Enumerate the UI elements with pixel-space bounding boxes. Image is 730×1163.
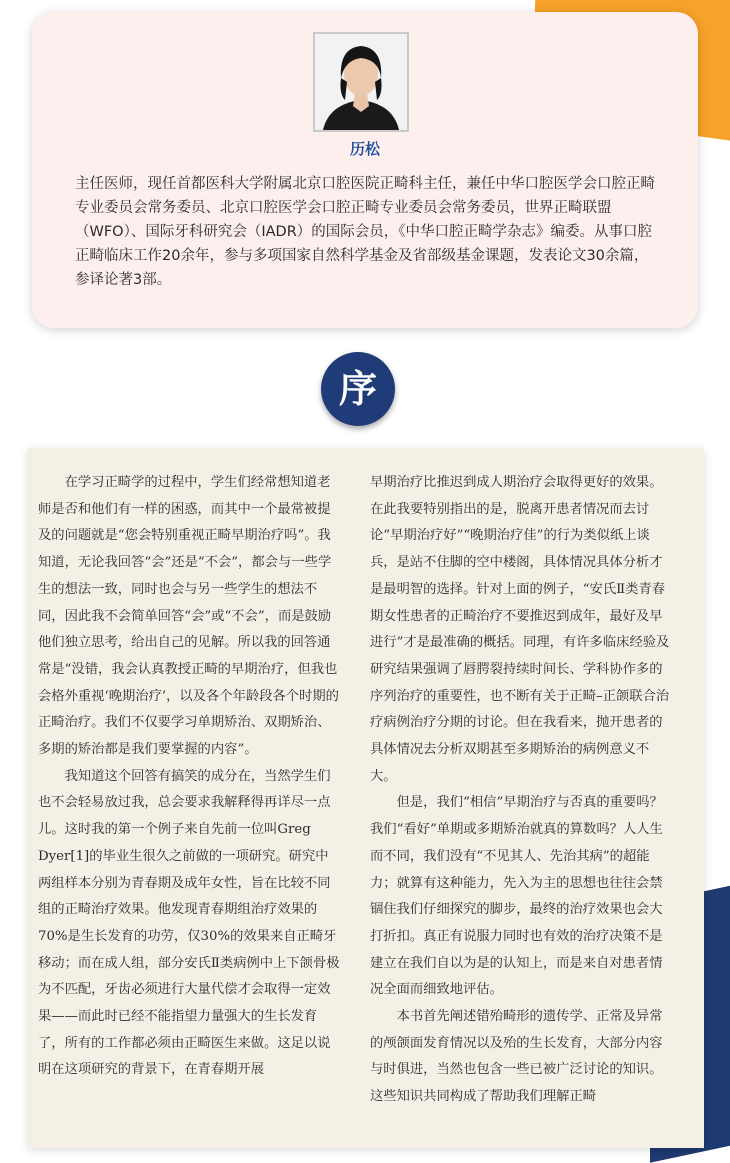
preface-badge: 序 [321,352,395,426]
preface-page-scan [28,448,704,1148]
preface-right-column [370,470,670,1111]
preface-paragraph: 我知道这个回答有搞笑的成分在，当然学生们也不会轻易放过我，总会要求我解释得再详尽一点儿。这时我的第一个例子来自先前一位叫Greg Dyer[1]的毕业生很久之前做的一项研究。研究中两组样本分别为青春期及成年女性，旨在比较不同组的正畸治疗效果。他发现青春期组治疗效果的70%是生长发育的功劳，仅30%的效果来自正畸牙移动；而在成人组，部分安氏Ⅱ类病例中上下颌骨极为不匹配，牙齿必须进行大量代偿才会取得一定效果——而此时已经不能指望力量强大的生长发育了，所有的工作都必须由正畸医生来做。这足以说明在这项研究的背景下，在青春期开展 [38,768,340,1078]
author-portrait-image [315,34,407,130]
preface-left-column [38,470,340,1084]
preface-paragraph: 本书首先阐述错殆畸形的遗传学、正常及异常的颅颌面发育情况以及殆的生长发育，大部分内容与时俱进，当然也包含一些已被广泛讨论的知识。这些知识共同构成了帮助我们理解正畸 [370,1009,663,1105]
preface-paragraph: 在学习正畸学的过程中，学生们经常想知道老师是否和他们有一样的困惑，而其中一个最常被提及的问题就是“您会特别重视正畸早期治疗吗”。我知道，无论我回答“会”还是“不会”，都会与一些学生的想法一致，同时也会与另一些学生的想法不同，因此我不会简单回答“会”或“不会”，而是鼓励他们独立思考，给出自己的见解。所以我的回答通常是“没错，我会认真教授正畸的早期治疗，但我也会格外重视‘晚期治疗’，以及各个年龄段各个时期的正畸治疗。我们不仅要学习单期矫治、双期矫治、多期的矫治都是我们要掌握的内容”。 [38,475,339,758]
author-photo [313,32,409,132]
preface-paragraph: 早期治疗比推迟到成人期治疗会取得更好的效果。在此我要特别指出的是，脱离开患者情况而去讨论“早期治疗好”“晚期治疗佳”的行为类似纸上谈兵，是站不住脚的空中楼阁，具体情况具体分析才是最明智的选择。针对上面的例子，“安氏Ⅱ类青春期女性患者的正畸治疗不要推迟到成年，最好及早进行”才是最准确的概括。同理，有许多临床经验及研究结果强调了唇腭裂持续时间长、学科协作多的序列治疗的重要性，也不断有关于正畸–正颌联合治疗病例治疗分期的讨论。但在我看来，抛开患者的具体情况去分析双期甚至多期矫治的病例意义不大。 [370,475,670,784]
author-bio-text: 主任医师，现任首都医科大学附属北京口腔医院正畸科主任，兼任中华口腔医学会口腔正畸专业委员会常务委员、北京口腔医学会口腔正畸专业委员会常务委员，世界正畸联盟（WFO）、国际牙科研究会（IADR）的国际会员，《中华口腔正畸学杂志》编委。从事口腔正畸临床工作20余年，参与多项国家自然科学基金及省部级基金课题，发表论文30余篇，参译论著3部。 [75,176,655,288]
author-name: 历松 [349,140,380,158]
preface-paragraph: 但是，我们“相信”早期治疗与否真的重要吗？我们“看好”单期或多期矫治就真的算数吗？人人生而不同，我们没有“不见其人、先治其病”的超能力；就算有这种能力，先入为主的思想也往往会禁锢住我们仔细探究的脚步，最终的治疗效果也会大打折扣。真正有说服力同时也有效的治疗决策不是建立在我们自以为是的认知上，而是来自对患者情况全面而细致地评估。 [370,795,663,998]
